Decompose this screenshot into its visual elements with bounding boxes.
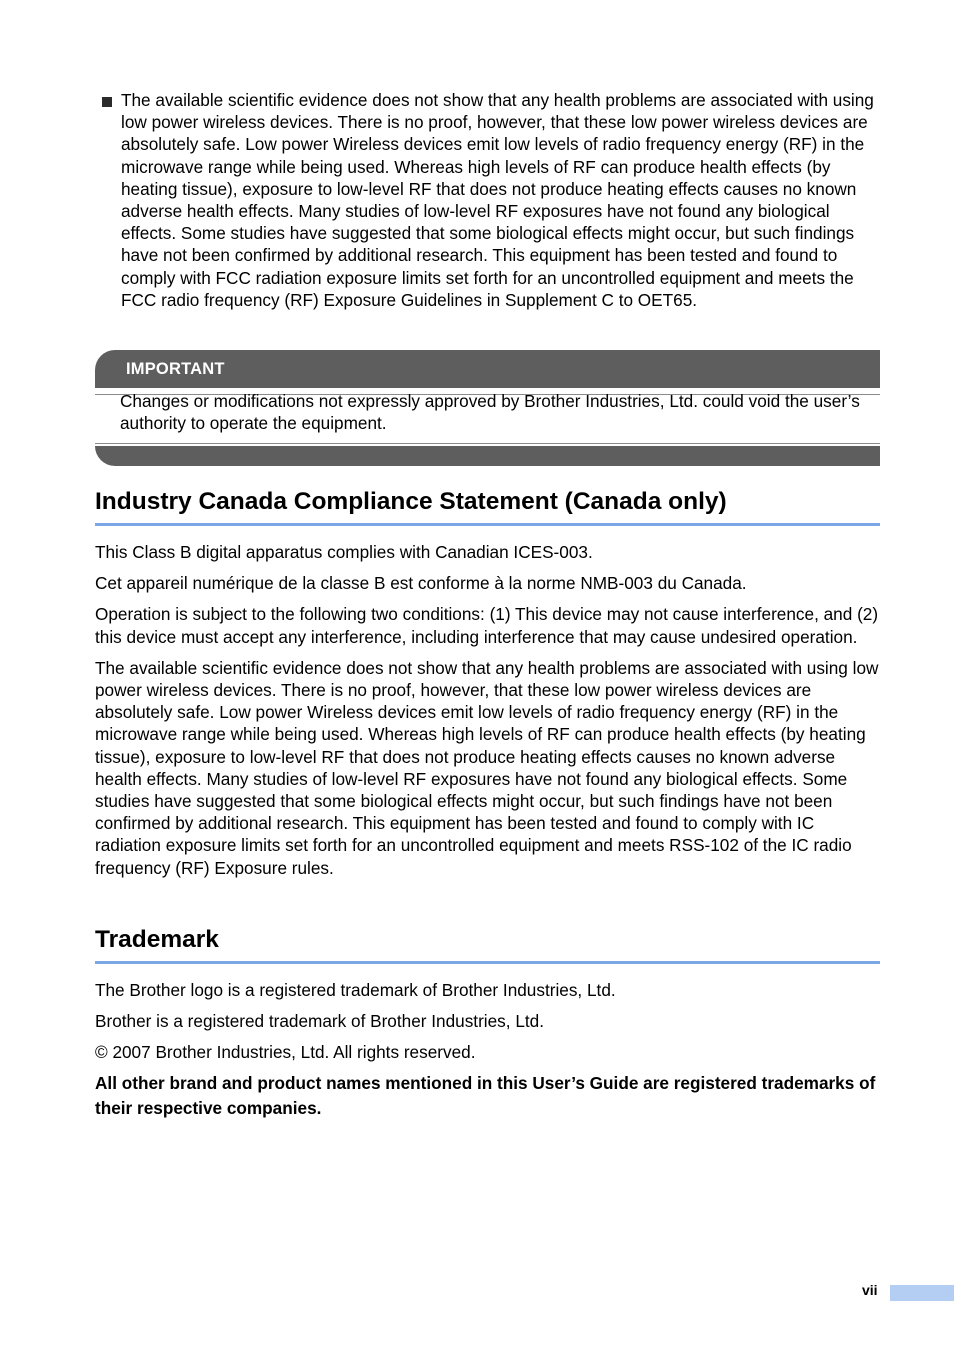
trademark-heading: Trademark <box>95 925 880 964</box>
important-header-band <box>95 350 880 388</box>
trademark-paragraph-1: The Brother logo is a registered trademark of Brother Industries, Ltd. <box>95 980 616 1000</box>
important-notice <box>95 350 880 466</box>
trademark-paragraph-3: © 2007 Brother Industries, Ltd. All rights reserved. <box>95 1042 476 1063</box>
important-text: Changes or modifications not expressly approved by Brother Industries, Ltd. could void the user’s authority to operate the equipment. <box>120 391 860 434</box>
ic-paragraph-1: This Class B digital apparatus complies with Canadian ICES-003. <box>95 542 593 562</box>
trademark-paragraph-2: Brother is a registered trademark of Brother Industries, Ltd. <box>95 1011 544 1032</box>
important-bottom-rule <box>95 443 880 444</box>
ic-paragraph-4: The available scientific evidence does not show that any health problems are associated with using low power wireless devices. There is no proof, however, that these low power wireless devices are absolutely safe. Low power Wireless devices emit low levels of radio frequency energy (RF) in the microwave range while being used. Whereas high levels of RF can produce health effects (by heating tissue), exposure to low-level RF that does not produce heating effects causes no known adverse health effects. Many studies of low-level RF exposures have not found any biological effects. Some studies have suggested that some biological effects might occur, but such findings have not been confirmed by additional research. This equipment has been tested and found to comply with IC radiation exposure limits set forth for an uncontrolled equipment and meets RSS-102 of the IC radio frequency (RF) Exposure rules. <box>95 657 879 878</box>
important-title: IMPORTANT <box>126 360 225 378</box>
trademark-section <box>95 925 880 1121</box>
industry-canada-section <box>95 487 880 879</box>
ic-paragraph-3: Operation is subject to the following two conditions: (1) This device may not cause interference, and (2) this device must accept any interference, including interference that may cause undesired operation. <box>95 604 879 647</box>
trademark-bold-statement: All other brand and product names mentioned in this User’s Guide are registered trademarks of their respective companies. <box>95 1072 876 1118</box>
ic-paragraph-2: Cet appareil numérique de la classe B est conforme à la norme NMB-003 du Canada. <box>95 573 747 594</box>
square-bullet-icon <box>102 97 112 107</box>
page-number: vii <box>862 1282 878 1298</box>
important-footer-band <box>95 446 880 466</box>
page-tab-marker <box>890 1285 954 1301</box>
industry-canada-heading: Industry Canada Compliance Statement (Canada only) <box>95 487 880 526</box>
bullet-paragraph: The available scientific evidence does not show that any health problems are associated with using low power wireless devices. There is no proof, however, that these low power wireless devices are absolutely safe. Low power Wireless devices emit low levels of radio frequency energy (RF) in the microwave range while being used. Whereas high levels of RF can produce health effects (by heating tissue), exposure to low-level RF that does not produce heating effects causes no known adverse health effects. Many studies of low-level RF exposures have not found any biological effects. Some studies have suggested that some biological effects might occur, but such findings have not been confirmed by additional research. This equipment has been tested and found to comply with FCC radiation exposure limits set forth for an uncontrolled equipment and meets the FCC radio frequency (RF) Exposure Guidelines in Supplement C to OET65. <box>121 90 874 310</box>
bullet-item <box>100 89 880 311</box>
